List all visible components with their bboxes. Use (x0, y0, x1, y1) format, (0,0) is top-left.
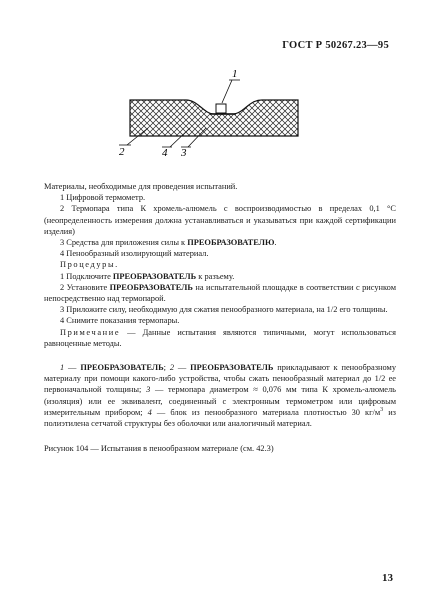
body-text (44, 181, 396, 454)
test-setup-figure (0, 0, 431, 170)
materials-item-1: 1 Цифровой термометр. (60, 193, 146, 203)
procedure-step-2: 2 Установите ПРЕОБРАЗОВАТЕЛЬ на испытательной площадке в соответствии с рисунком непосредственно над термопарой. (44, 282, 397, 304)
label-2: 2 (119, 146, 125, 158)
note: Примечание — Данные испытания являются типичными, могут использоваться равноценные методы. (44, 327, 396, 348)
foam-block (130, 100, 298, 136)
procedure-step-4: 4 Снимите показания термопары. (60, 316, 180, 326)
procedure-step-3: 3 Приложите силу, необходимую для сжатия пенообразного материала, на 1/2 его толщины. (60, 305, 388, 315)
label-4: 4 (162, 147, 168, 159)
figure-caption: Рисунок 104 — Испытания в пенообразном материале (см. 42.3) (44, 444, 274, 454)
legend-text: 1 — ПРЕОБРАЗОВАТЕЛЬ; 2 — ПРЕОБРАЗОВАТЕЛЬ прикладывают к пенообразному материалу при помощи какого-либо устройства, чтобы сжать пенообразный материал до 1/2 ее первоначальной толщины; 3 — термопара диаметром ≈ 0,076 мм типа К хромель-алюмель (изоляция) или ее эквивалент, соединенный с электронным термометром или цифровым измерительным прибором; 4 — блок из пенообразного материала плотностью 30 $кг/м^3$ из полиэтилена сетчатой структуры без оболочки или аналогичный материал. (44, 363, 397, 429)
materials-item-2: 2 Термопара типа К хромель-алюмель с воспроизводимостью в пределах 0,1 °С (неопределенность измерения должна устанавливаться и указываться при каждой сертификации изделия) (44, 204, 396, 236)
page-header: ГОСТ Р 50267.23—95 (282, 40, 389, 51)
label-1: 1 (232, 68, 238, 80)
leader-1 (222, 80, 232, 103)
figure-legend (44, 362, 396, 429)
transducer (216, 104, 226, 113)
label-3: 3 (181, 147, 187, 159)
materials-heading: Материалы, необходимые для проведения испытаний. (44, 182, 238, 191)
materials-item-3: 3 Средства для приложения силы к ПРЕОБРАЗОВАТЕЛЮ. (60, 238, 277, 248)
procedure-step-1: 1 Подключите ПРЕОБРАЗОВАТЕЛЬ к разъему. (60, 271, 235, 281)
page-number: 13 (382, 572, 393, 584)
procedure-heading: Процедуры. (60, 260, 119, 270)
materials-item-4: 4 Пенообразный изолирующий материал. (60, 249, 209, 259)
